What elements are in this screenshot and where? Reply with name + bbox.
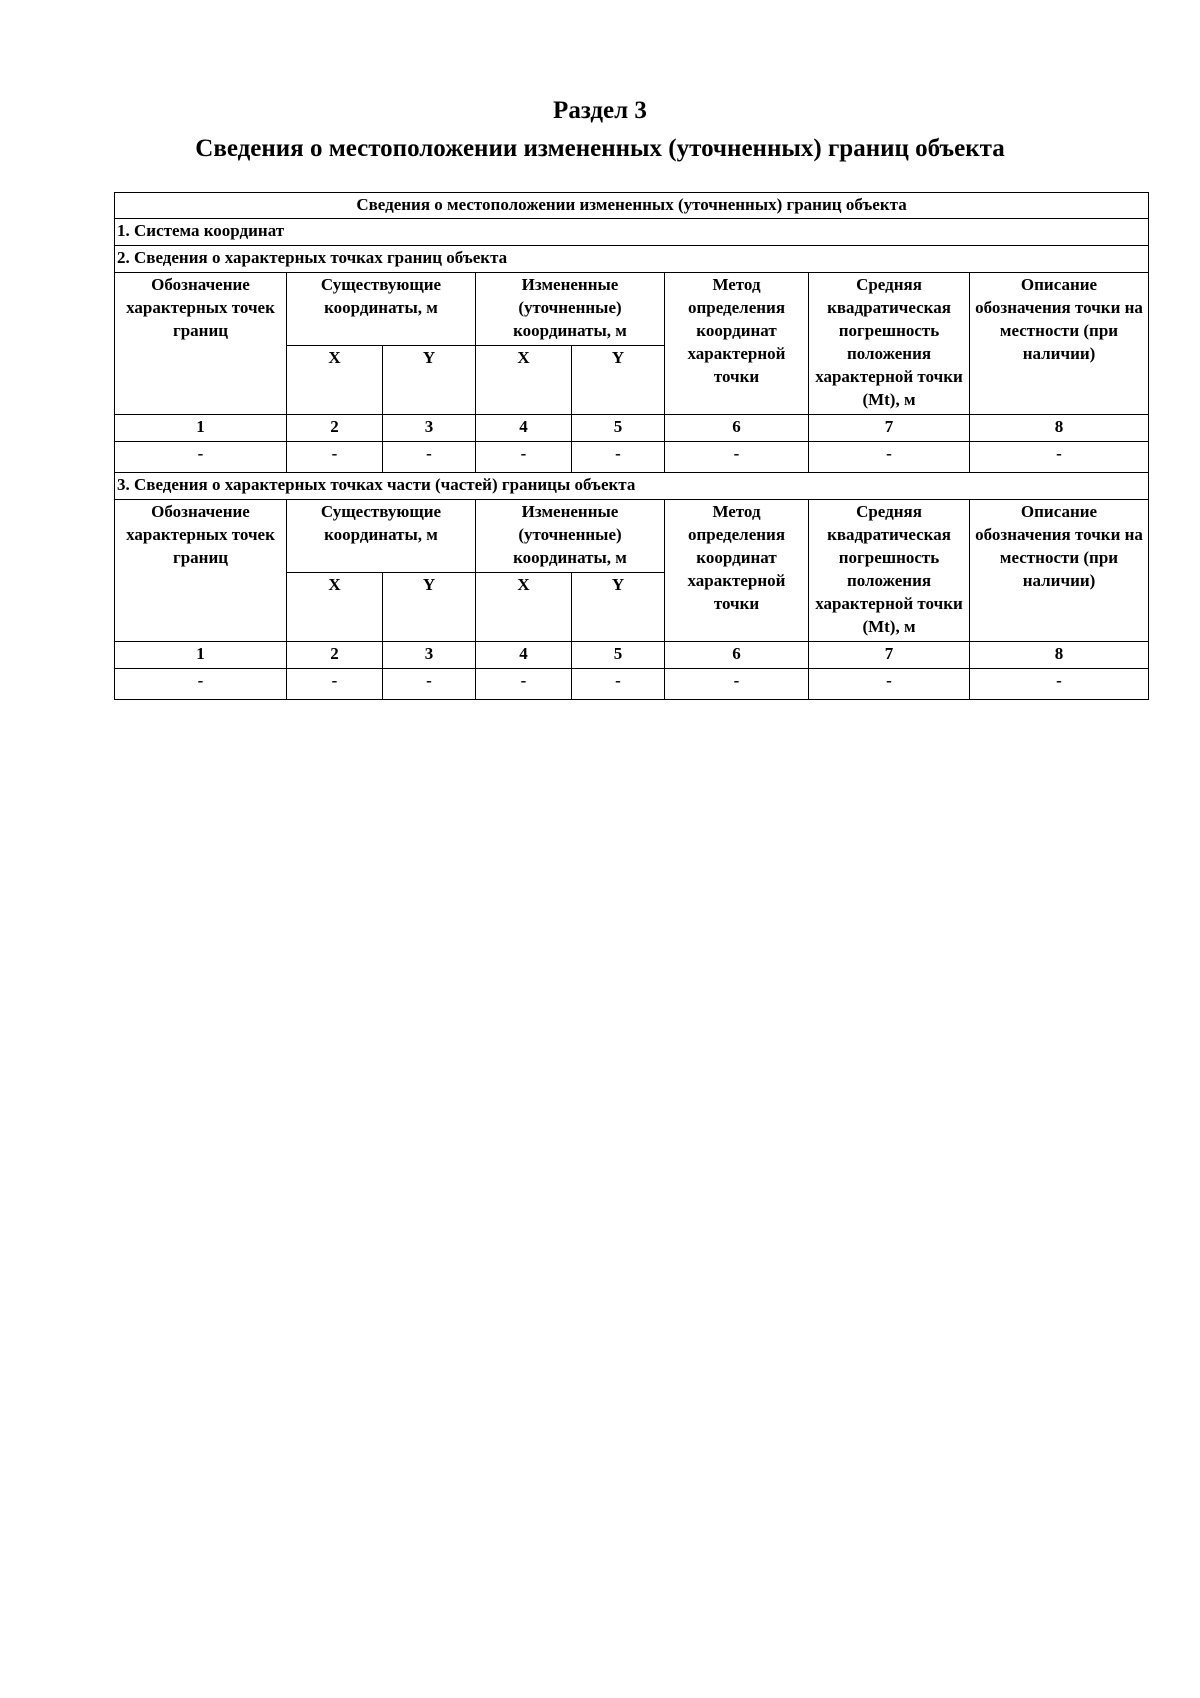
section-heading: Раздел 3 [553,97,647,124]
header-method: Метод определения координат характерной точки [665,500,809,642]
header-changed-coords: Измененные (уточненные) координаты, м [476,500,665,573]
column-number: 2 [287,415,383,442]
table-row [115,442,1149,473]
column-number: 8 [970,415,1149,442]
table-cell: - [809,442,970,473]
header-point-description: Описание обозначения точки на местности (при наличии) [970,500,1149,642]
header-changed-coords: Измененные (уточненные) координаты, м [476,273,665,346]
table-cell: - [383,442,476,473]
table-cell: - [115,669,287,700]
table-cell: - [115,442,287,473]
column-number-row [115,415,1149,442]
table-cell: - [572,442,665,473]
table-cell: - [476,669,572,700]
column-number: 1 [115,415,287,442]
table-cell: - [287,442,383,473]
table-cell: - [383,669,476,700]
column-number: 5 [572,642,665,669]
table-cell: - [970,669,1149,700]
header-point-designation: Обозначение характерных точек границ [115,500,287,642]
header-existing-x: X [287,346,383,415]
header-existing-x: X [287,573,383,642]
column-number-row [115,642,1149,669]
part-boundary-section-label: 3. Сведения о характерных точках части (частей) границы объекта [115,473,1149,500]
header-existing-y: Y [383,346,476,415]
table-title: Сведения о местоположении измененных (уточненных) границ объекта [115,193,1149,219]
column-number: 2 [287,642,383,669]
section-subheading: Сведения о местоположении измененных (уточненных) границ объекта [195,135,1005,162]
header-existing-coords: Существующие координаты, м [287,273,476,346]
header-mean-error: Средняя квадратическая погрешность положения характерной точки (Mt), м [809,273,970,415]
coordinate-system-row: 1. Система координат [115,219,1149,246]
table-cell: - [970,442,1149,473]
header-point-description: Описание обозначения точки на местности (при наличии) [970,273,1149,415]
column-number: 7 [809,415,970,442]
table-cell: - [809,669,970,700]
header-changed-x: X [476,573,572,642]
header-changed-y: Y [572,573,665,642]
column-number: 1 [115,642,287,669]
table-cell: - [476,442,572,473]
boundary-points-section-label: 2. Сведения о характерных точках границ объекта [115,246,1149,273]
header-changed-x: X [476,346,572,415]
table-cell: - [665,669,809,700]
boundary-points-table [114,192,1149,700]
header-point-designation: Обозначение характерных точек границ [115,273,287,415]
column-number: 8 [970,642,1149,669]
header-existing-y: Y [383,573,476,642]
table-cell: - [665,442,809,473]
column-number: 7 [809,642,970,669]
header-changed-y: Y [572,346,665,415]
column-number: 5 [572,415,665,442]
column-number: 3 [383,415,476,442]
header-method: Метод определения координат характерной точки [665,273,809,415]
column-number: 6 [665,415,809,442]
table-cell: - [287,669,383,700]
column-number: 6 [665,642,809,669]
header-mean-error: Средняя квадратическая погрешность положения характерной точки (Mt), м [809,500,970,642]
column-number: 4 [476,642,572,669]
table-row [115,669,1149,700]
column-number: 3 [383,642,476,669]
header-existing-coords: Существующие координаты, м [287,500,476,573]
column-number: 4 [476,415,572,442]
table-cell: - [572,669,665,700]
